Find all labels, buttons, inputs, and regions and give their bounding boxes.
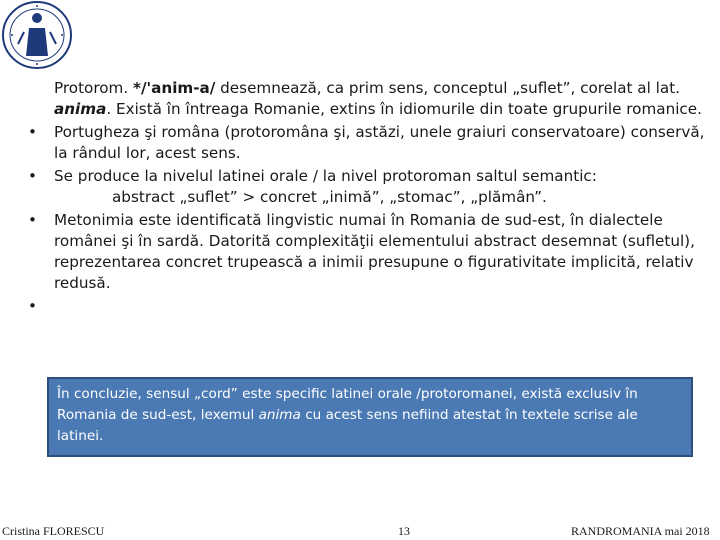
intro-end: . Există în întreaga Romanie, extins în idiomurile din toate grupurile romanice. <box>106 100 702 118</box>
bullet-item <box>24 166 714 208</box>
bullet-item <box>24 296 714 317</box>
bullet-text: Portugheza şi româna (protoromâna şi, astăzi, unele graiuri conservatoare) conservă, la rândul lor, acest sens. <box>54 123 705 162</box>
bullet-icon: • <box>28 297 37 315</box>
anima-term: anima <box>258 407 301 423</box>
page-number: 13 <box>398 524 410 538</box>
bullet-icon: • <box>28 123 37 141</box>
etymon: */'anim‐a/ <box>133 79 216 97</box>
university-seal-icon <box>0 0 74 70</box>
slide-body <box>24 78 714 319</box>
bullet-icon: • <box>28 211 37 229</box>
bullet-item <box>24 122 714 164</box>
intro-paragraph <box>24 78 714 120</box>
conclusion-box <box>47 377 693 457</box>
intro-pre: Protorom. <box>54 79 133 97</box>
footer-author: Cristina FLORESCU <box>2 524 105 538</box>
intro-rest: desemnează, ca prim sens, conceptul „suflet”, corelat al lat. <box>215 79 680 97</box>
anima-term: anima <box>54 100 107 118</box>
bullet-text: Se produce la nivelul latinei orale / la nivel protoroman saltul semantic: <box>54 167 597 185</box>
semantic-shift: abstract „suflet” > concret „inimă”, „stomac”, „plămân”. <box>112 188 547 206</box>
footer-event: RANDROMANIA mai 2018 <box>571 524 710 538</box>
conclusion-pre: În concluzie, sensul „cord” este specific latinei orale /protoromanei, există exclusiv în Romania de sud-est, lexemul <box>57 386 638 423</box>
bullet-icon: • <box>28 167 37 185</box>
bullet-item <box>24 210 714 294</box>
conclusion-post: cu acest sens nefiind atestat în textele scrise ale latinei. <box>57 407 638 444</box>
bullet-text: Metonimia este identificată lingvistic numai în Romania de sud-est, în dialectele românei şi în sardă. Datorită complexităţii elementului abstract desemnat (sufletul), reprezentarea concret trupească a inimii presupune o figurativitate implicită, relativ redusă. <box>54 211 695 292</box>
